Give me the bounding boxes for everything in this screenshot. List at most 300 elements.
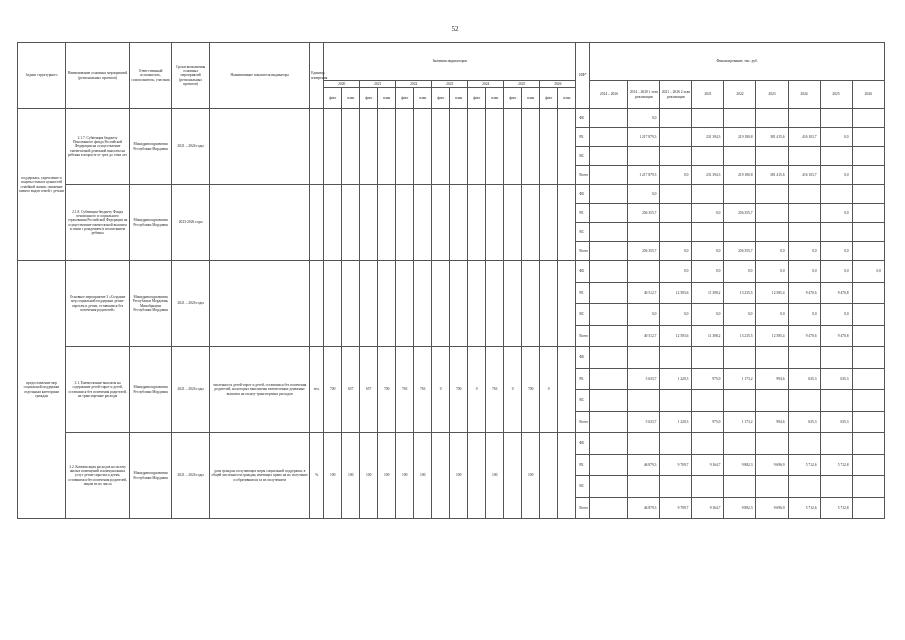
financing-value	[590, 497, 628, 519]
financing-value: 9 164,7	[692, 454, 724, 476]
financing-value: 5 712,8	[820, 497, 852, 519]
financing-value	[590, 282, 628, 304]
financing-value	[820, 223, 852, 242]
header-tasks: Задачи структурного	[18, 43, 66, 109]
indicator-value	[450, 185, 468, 261]
financing-value: 0,0	[692, 304, 724, 326]
financing-value: 9 470,8	[820, 325, 852, 347]
indicator-value	[342, 185, 360, 261]
financing-value: 0,0	[660, 166, 692, 185]
financing-value	[788, 185, 820, 204]
financing-value	[788, 223, 820, 242]
indicator-value	[450, 109, 468, 185]
indicator-value: 657	[342, 347, 360, 433]
financing-source: РБ	[576, 282, 590, 304]
indicator-unit: чел.	[310, 347, 324, 433]
indicator-name	[210, 261, 310, 347]
financing-value	[590, 185, 628, 204]
indicator-value	[504, 185, 522, 261]
financing-value: 0,0	[820, 242, 852, 261]
financing-value	[692, 347, 724, 369]
indicator-value	[486, 185, 504, 261]
header-fin-period: 2022	[724, 81, 756, 109]
financing-value	[660, 185, 692, 204]
financing-value	[692, 476, 724, 498]
measure-responsible: Минздравсоцразвития Республики Мордовия	[130, 433, 172, 519]
financing-value	[756, 185, 788, 204]
financing-value: 635,3	[788, 411, 820, 433]
financing-value	[852, 325, 884, 347]
financing-value	[788, 347, 820, 369]
financing-value: 9 882,3	[724, 497, 756, 519]
financing-value: 1 220,3	[660, 411, 692, 433]
indicator-value	[468, 109, 486, 185]
header-fin-period: 2014 – 2020 1 этап реализации	[628, 81, 660, 109]
financing-value	[852, 390, 884, 412]
financing-value: 9 696,9	[756, 497, 788, 519]
measure-responsible: Минздравсоцразвития Республики Мордовия, Минобрнауки Республики Мордовия	[130, 261, 172, 347]
financing-source: РБ	[576, 204, 590, 223]
financing-value: 256 355,7	[724, 242, 756, 261]
indicator-value	[486, 109, 504, 185]
task-cell: предоставление мер социальной поддержки отдельным категориям граждан	[18, 261, 66, 519]
financing-value: 0,0	[820, 166, 852, 185]
financing-value: 9 882,3	[724, 454, 756, 476]
indicator-value: 0	[432, 347, 450, 433]
financing-value: 9 470,8	[820, 282, 852, 304]
indicator-value	[342, 261, 360, 347]
financing-value	[590, 109, 628, 128]
financing-value: 1 173,2	[724, 368, 756, 390]
indicator-value	[432, 433, 450, 519]
financing-value	[590, 390, 628, 412]
financing-value: 9 470,6	[788, 325, 820, 347]
header-fact-plan: план	[558, 88, 576, 109]
header-year: 2020	[324, 81, 360, 88]
financing-value	[724, 390, 756, 412]
financing-value: 0,0	[660, 242, 692, 261]
indicator-value	[558, 185, 576, 261]
financing-value	[852, 347, 884, 369]
indicator-value	[396, 261, 414, 347]
financing-value	[724, 109, 756, 128]
financing-value: 0,0	[692, 204, 724, 223]
indicator-value	[324, 185, 342, 261]
financing-source: ФБ	[576, 185, 590, 204]
financing-value	[628, 390, 660, 412]
financing-source: Всего	[576, 497, 590, 519]
header-indicator: Наименование показателя индикатора	[210, 43, 310, 109]
indicator-value	[432, 109, 450, 185]
indicator-unit: %	[310, 433, 324, 519]
indicator-value	[360, 185, 378, 261]
measure-responsible: Минздравсоцразвития Республики Мордовия	[130, 109, 172, 185]
indicator-value: 100	[486, 433, 504, 519]
financing-value: 0,0	[628, 185, 660, 204]
header-fact-plan: факт	[396, 88, 414, 109]
header-fact-plan: факт	[504, 88, 522, 109]
financing-source: РБ	[576, 368, 590, 390]
indicator-unit	[310, 109, 324, 185]
financing-value	[692, 185, 724, 204]
financing-value: 5 712,6	[788, 497, 820, 519]
financing-value	[788, 147, 820, 166]
financing-value	[852, 368, 884, 390]
financing-value	[590, 223, 628, 242]
header-fact-plan: план	[414, 88, 432, 109]
financing-value: 256 355,7	[628, 242, 660, 261]
financing-value: 0,0	[724, 304, 756, 326]
indicator-value	[558, 433, 576, 519]
financing-value	[724, 476, 756, 498]
financing-value: 12 585,4	[756, 325, 788, 347]
indicator-value: 0	[540, 347, 558, 433]
measure-name: 3.1. Ежемесячные выплаты на содержание детей-сирот и детей, оставшихся без попечения родителей, на транспортные расходы	[66, 347, 130, 433]
financing-source: ФБ	[576, 347, 590, 369]
indicator-value: 100	[342, 433, 360, 519]
indicator-value	[432, 261, 450, 347]
financing-source: ФБ	[576, 109, 590, 128]
financing-value	[724, 147, 756, 166]
financing-value: 975,0	[692, 411, 724, 433]
indicator-value: 700	[450, 347, 468, 433]
header-fact-plan: факт	[432, 88, 450, 109]
financing-value: 635,3	[788, 368, 820, 390]
financing-value	[628, 433, 660, 455]
financing-value	[590, 325, 628, 347]
financing-value	[590, 204, 628, 223]
financing-value	[852, 185, 884, 204]
financing-value: 9 164,7	[692, 497, 724, 519]
financing-value: 9 709,7	[660, 454, 692, 476]
indicator-name	[210, 109, 310, 185]
header-year: 2024	[468, 81, 504, 88]
indicator-value	[558, 347, 576, 433]
financing-value: 40 512,7	[628, 282, 660, 304]
header-financing: Финансирование, тыс. руб.	[590, 43, 885, 81]
header-fact-plan: факт	[540, 88, 558, 109]
financing-value	[628, 147, 660, 166]
financing-value	[852, 223, 884, 242]
header-year: 2021	[360, 81, 396, 88]
indicator-value	[378, 185, 396, 261]
financing-source: Всего	[576, 242, 590, 261]
financing-value: 13 235,5	[724, 282, 756, 304]
financing-value	[692, 109, 724, 128]
financing-source: Всего	[576, 411, 590, 433]
header-fact-plan: факт	[324, 88, 342, 109]
financing-value	[724, 223, 756, 242]
financing-value: 381 415,6	[756, 128, 788, 147]
financing-value: 5 633,7	[628, 368, 660, 390]
financing-value	[852, 454, 884, 476]
header-fin-period: 2024	[788, 81, 820, 109]
measure-name: 2.1.7. Субвенция бюджету Пенсионного фонда Российской Федерации на осуществление ежемесячной денежной выплаты на ребенка в возрасте от трех до семи лет	[66, 109, 130, 185]
indicator-value	[324, 109, 342, 185]
indicator-value: 0	[504, 347, 522, 433]
financing-value	[590, 304, 628, 326]
header-fact-plan: план	[486, 88, 504, 109]
financing-value	[820, 476, 852, 498]
indicator-name: доля граждан, получающих меры социальной поддержки, в общей численности граждан, имеющих право на их получение и обратившихся за их получением	[210, 433, 310, 519]
financing-value: 12 583,6	[660, 325, 692, 347]
financing-value	[724, 185, 756, 204]
indicator-value	[522, 261, 540, 347]
financing-value	[852, 433, 884, 455]
task-cell: поддержать, укрепление и защиты семьи и ценностей семейной жизни, снижение numero видов семей с детьми	[18, 109, 66, 261]
financing-value	[660, 128, 692, 147]
financing-value	[852, 242, 884, 261]
table-row	[18, 43, 885, 81]
indicator-value	[540, 185, 558, 261]
financing-value: 0,0	[788, 261, 820, 283]
financing-value	[692, 223, 724, 242]
indicator-value	[504, 261, 522, 347]
financing-value: 1 220,3	[660, 368, 692, 390]
financing-value	[852, 166, 884, 185]
header-indicator-values: Значения индикаторов	[324, 43, 576, 81]
header-fin-period: 2026	[852, 81, 884, 109]
financing-value	[692, 433, 724, 455]
financing-value: 0,0	[820, 261, 852, 283]
indicator-value	[378, 261, 396, 347]
header-year: 2023	[432, 81, 468, 88]
header-fin-period: 2021 – 2026 2 этап реализации	[660, 81, 692, 109]
financing-value	[590, 128, 628, 147]
header-fact-plan: план	[450, 88, 468, 109]
header-terms: Сроки выполнения основных мероприятий (региональных проектов)	[172, 43, 210, 109]
financing-value: 1 173,2	[724, 411, 756, 433]
financing-value	[756, 347, 788, 369]
financing-value	[590, 368, 628, 390]
financing-value: 9 696,9	[756, 454, 788, 476]
financing-value: 381 415,6	[756, 166, 788, 185]
financing-value: 416 103,7	[788, 128, 820, 147]
financing-value	[628, 347, 660, 369]
financing-value	[756, 204, 788, 223]
financing-value	[660, 109, 692, 128]
financing-value: 219 180,8	[724, 128, 756, 147]
measure-terms: 2023-2026 годы	[172, 185, 210, 261]
header-fin-period: 2021	[692, 81, 724, 109]
financing-source: ВС	[576, 223, 590, 242]
financing-value: 994,6	[756, 368, 788, 390]
measure-name: 3.2. Компенсация расходов на оплату жилых помещений и коммунальных услуг детям-сиротам и детям, оставшимся без попечения родителей, лицам из их числа	[66, 433, 130, 519]
header-fact-plan: факт	[468, 88, 486, 109]
financing-value: 994,6	[756, 411, 788, 433]
financing-value: 0,0	[756, 304, 788, 326]
financing-value: 13 235,5	[724, 325, 756, 347]
measure-name: Основное мероприятие 3 «Создание мер социальной поддержки детям-сиротам и детям, оставшимся без попечения родителей»	[66, 261, 130, 347]
financing-value	[788, 476, 820, 498]
financing-value	[788, 433, 820, 455]
financing-value: 231 394,3	[692, 128, 724, 147]
financing-value	[692, 147, 724, 166]
measure-terms: 2021 – 2026 годы	[172, 347, 210, 433]
financing-value	[660, 204, 692, 223]
indicator-value: 100	[414, 433, 432, 519]
financing-value	[788, 109, 820, 128]
indicator-value	[486, 261, 504, 347]
financing-value	[660, 223, 692, 242]
financing-source: ВС	[576, 304, 590, 326]
header-fin-period: 2023	[756, 81, 788, 109]
financing-value	[852, 476, 884, 498]
program-table-frame	[17, 42, 885, 568]
indicator-value	[342, 109, 360, 185]
financing-value: 0,0	[628, 109, 660, 128]
financing-value	[590, 411, 628, 433]
indicator-value	[504, 109, 522, 185]
measure-name: 2.1.8. Субвенция бюджету Фонда пенсионного и социального страхования Российской Федерации на осуществление ежемесячной выплаты в связи с рождением и воспитанием ребенка	[66, 185, 130, 261]
financing-value	[756, 109, 788, 128]
financing-value	[756, 433, 788, 455]
indicator-value: 100	[522, 433, 540, 519]
measure-terms: 2021 – 2026 годы	[172, 261, 210, 347]
financing-value: 9 709,7	[660, 497, 692, 519]
financing-value: 0,0	[660, 261, 692, 283]
indicator-value	[396, 109, 414, 185]
indicator-value: 763	[486, 347, 504, 433]
header-responsible: Ответственный исполнитель, соисполнитель, участник	[130, 43, 172, 109]
page-number: 52	[451, 25, 459, 33]
indicator-value: 700	[522, 347, 540, 433]
indicator-value	[450, 261, 468, 347]
header-financing-source: ИФ*	[576, 43, 590, 109]
header-fact-plan: план	[522, 88, 540, 109]
financing-value	[724, 433, 756, 455]
header-fin-period: 2014 – 2026	[590, 81, 628, 109]
financing-value: 5 633,7	[628, 411, 660, 433]
indicator-value: 657	[360, 347, 378, 433]
indicator-name	[210, 185, 310, 261]
financing-value: 12 583,6	[660, 282, 692, 304]
financing-value	[756, 390, 788, 412]
financing-value: 0,0	[692, 261, 724, 283]
financing-value: 46 879,3	[628, 454, 660, 476]
financing-value: 11 308,2	[692, 282, 724, 304]
indicator-value: 100	[450, 433, 468, 519]
header-year: 2025	[504, 81, 540, 88]
financing-value: 0,0	[756, 242, 788, 261]
financing-value	[590, 242, 628, 261]
financing-value	[852, 411, 884, 433]
financing-value	[628, 223, 660, 242]
financing-source: ВС	[576, 390, 590, 412]
financing-value: 9 470,6	[788, 282, 820, 304]
financing-value	[820, 390, 852, 412]
financing-value	[852, 282, 884, 304]
indicator-value	[540, 261, 558, 347]
table-row	[18, 109, 885, 128]
financing-value: 231 394,3	[692, 166, 724, 185]
indicator-value	[324, 261, 342, 347]
financing-value: 0,0	[852, 261, 884, 283]
header-unit: Единица измерения	[310, 43, 324, 109]
financing-value	[590, 347, 628, 369]
financing-value: 256 355,7	[628, 204, 660, 223]
indicator-value: 100	[378, 433, 396, 519]
financing-value: 40 512,7	[628, 325, 660, 347]
financing-value	[820, 347, 852, 369]
financing-value: 0,0	[788, 242, 820, 261]
financing-value	[820, 147, 852, 166]
indicator-value	[468, 261, 486, 347]
financing-value	[660, 147, 692, 166]
indicator-value	[396, 185, 414, 261]
indicator-value	[558, 261, 576, 347]
indicator-value	[522, 109, 540, 185]
indicator-value	[558, 109, 576, 185]
header-fact-plan: факт	[360, 88, 378, 109]
indicator-unit	[310, 261, 324, 347]
indicator-value	[468, 185, 486, 261]
header-fact-plan: план	[378, 88, 396, 109]
financing-value: 416 103,7	[788, 166, 820, 185]
financing-value: 1 217 879,3	[628, 128, 660, 147]
financing-value	[852, 109, 884, 128]
indicator-value	[468, 433, 486, 519]
measure-responsible: Минздравсоцразвития Республики Мордовия	[130, 185, 172, 261]
indicator-value	[522, 185, 540, 261]
indicator-value	[432, 185, 450, 261]
financing-value	[660, 390, 692, 412]
financing-value	[756, 147, 788, 166]
indicator-value	[540, 433, 558, 519]
table-row	[18, 347, 885, 369]
financing-value	[590, 433, 628, 455]
indicator-value: 0	[468, 347, 486, 433]
financing-value: 12 585,4	[756, 282, 788, 304]
header-measure: Наименование основных мероприятий (региональных проектов)	[66, 43, 130, 109]
financing-value	[852, 128, 884, 147]
financing-source: ФБ	[576, 261, 590, 283]
financing-value	[852, 497, 884, 519]
header-fact-plan: план	[342, 88, 360, 109]
financing-value	[820, 433, 852, 455]
table-row	[18, 433, 885, 455]
indicator-value: 763	[396, 347, 414, 433]
financing-value	[628, 476, 660, 498]
indicator-value: 763	[414, 347, 432, 433]
financing-value: 0,0	[756, 261, 788, 283]
financing-value	[590, 476, 628, 498]
financing-value: 256 355,7	[724, 204, 756, 223]
financing-value	[820, 109, 852, 128]
financing-value	[590, 261, 628, 283]
financing-source: РБ	[576, 454, 590, 476]
financing-value	[628, 261, 660, 283]
measure-terms: 2021 – 2026 годы	[172, 109, 210, 185]
indicator-unit	[310, 185, 324, 261]
financing-source: Всего	[576, 325, 590, 347]
measure-responsible: Минздравсоцразвития Республики Мордовия	[130, 347, 172, 433]
financing-value	[852, 204, 884, 223]
indicator-value	[540, 109, 558, 185]
indicator-value: 700	[378, 347, 396, 433]
header-year: 2026	[540, 81, 576, 88]
financing-source: ВС	[576, 147, 590, 166]
financing-value: 0,0	[724, 261, 756, 283]
financing-value: 5 712,8	[820, 454, 852, 476]
financing-value: 0,0	[628, 304, 660, 326]
financing-value: 975,0	[692, 368, 724, 390]
financing-value	[692, 390, 724, 412]
financing-value	[852, 304, 884, 326]
table-row	[18, 185, 885, 204]
financing-value: 219 180,8	[724, 166, 756, 185]
financing-source: РБ	[576, 128, 590, 147]
